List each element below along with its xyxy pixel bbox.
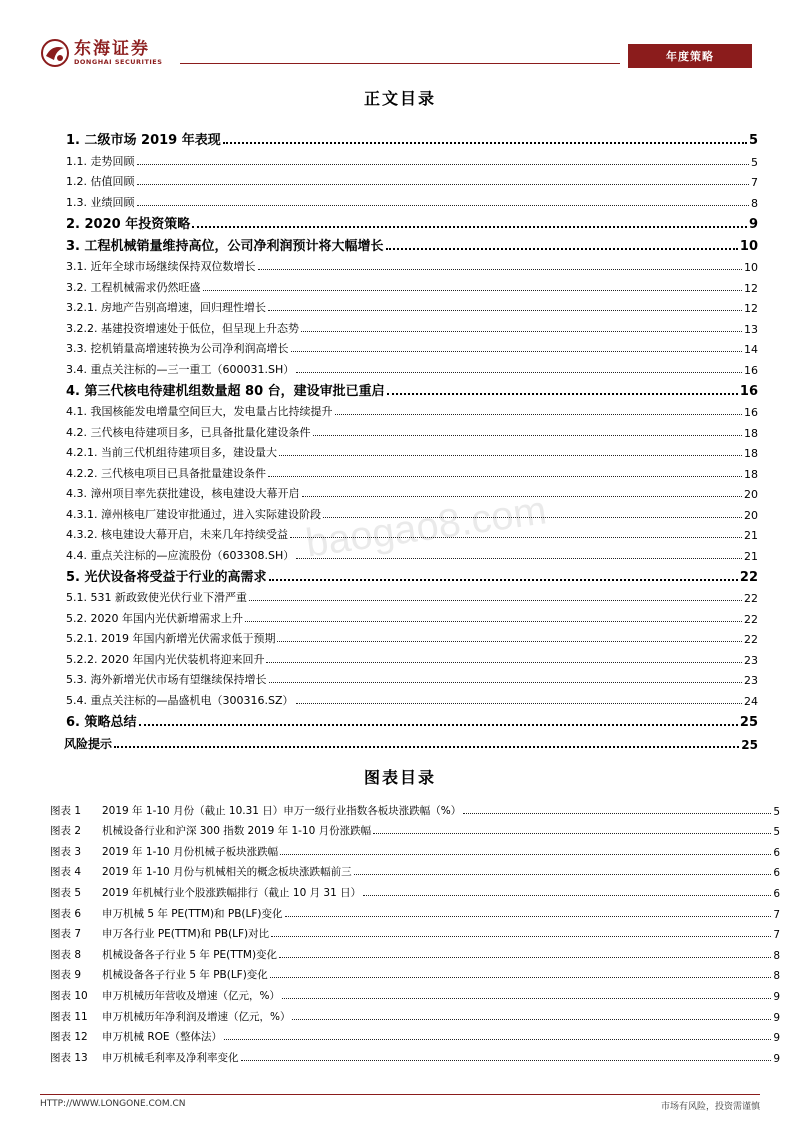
figure-title: 申万机械历年营收及增速（亿元，%）: [102, 989, 280, 1002]
toc-leader-dots: [114, 746, 739, 748]
toc-entry-label: 3. 工程机械销量维持高位，公司净利润预计将大幅增长: [66, 238, 384, 254]
figure-title: 申万机械毛利率及净利率变化: [102, 1051, 239, 1064]
figure-entry[interactable]: [50, 900, 780, 921]
figure-number: 图表 7: [50, 928, 82, 941]
toc-leader-dots: [291, 351, 743, 352]
toc-leader-dots: [313, 435, 743, 436]
figure-page: 6: [773, 846, 780, 859]
toc-leader-dots: [266, 662, 742, 663]
figure-title: 机械设备各子行业 5 年 PB(LF)变化: [102, 969, 268, 982]
toc-leader-dots: [249, 600, 742, 601]
toc-leader-dots: [296, 558, 742, 559]
toc-leader-dots: [269, 579, 738, 581]
toc-entry-label: 3.2. 工程机械需求仍然旺盛: [66, 280, 201, 294]
toc-leader-dots: [290, 537, 742, 538]
toc-entry-page: 21: [744, 549, 758, 563]
toc-entry-page: 16: [739, 383, 758, 399]
toc-leader-dots: [203, 290, 743, 291]
toc-leader-dots: [245, 621, 742, 622]
figure-entry[interactable]: [50, 838, 780, 859]
figure-entry-label: [50, 926, 269, 941]
figure-title: 申万机械 5 年 PE(TTM)和 PB(LF)变化: [102, 907, 283, 920]
toc-entry-label: 5. 光伏设备将受益于行业的高需求: [66, 569, 267, 585]
figure-title: 机械设备各子行业 5 年 PE(TTM)变化: [102, 948, 278, 961]
figure-entry-label: [50, 1029, 222, 1044]
toc-entry-label: 5.2. 2020 年国内光伏新增需求上升: [66, 611, 243, 625]
toc-entry[interactable]: [66, 399, 758, 420]
figure-page: 6: [773, 887, 780, 900]
toc-entry-label: 1.3. 业绩回顾: [66, 195, 135, 209]
toc-entry-label: 5.3. 海外新增光伏市场有望继续保持增长: [66, 673, 267, 686]
figure-page: 5: [773, 826, 780, 839]
donghai-logo-icon: [40, 38, 70, 68]
toc-entry-label: 6. 策略总结: [66, 714, 137, 730]
figure-number: 图表 11: [50, 1010, 88, 1023]
toc-entry-label: 3.2.1. 房地产告别高增速，回归理性增长: [66, 301, 266, 314]
toc-leader-dots: [268, 476, 742, 477]
toc-entry-label: 3.2.2. 基建投资增速处于低位，但呈现上升态势: [66, 321, 299, 335]
figure-number: 图表 4: [50, 866, 82, 879]
toc-entry[interactable]: [66, 210, 758, 232]
figure-leader-dots: [373, 833, 771, 834]
figure-leader-dots: [270, 977, 772, 978]
toc-entry-label: 1. 二级市场 2019 年表现: [66, 133, 221, 148]
toc-leader-dots: [302, 496, 743, 497]
toc-entry[interactable]: [66, 254, 758, 275]
figure-entry-label: [50, 844, 278, 859]
toc-leader-dots: [387, 393, 738, 395]
toc-leader-dots: [137, 164, 750, 165]
figure-number: 图表 9: [50, 969, 82, 982]
toc-entry-label: 4. 第三代核电待建机组数量超 80 台，建设审批已重启: [66, 383, 385, 399]
toc-entry-page: 9: [748, 216, 758, 232]
toc-entry-page: 18: [744, 447, 758, 460]
toc-entry-page: 23: [744, 653, 758, 667]
toc-entry[interactable]: [66, 585, 758, 606]
toc-entry-page: 25: [739, 714, 758, 730]
figure-entry-label: [50, 967, 268, 982]
figure-page: 8: [773, 949, 780, 962]
footer-divider: [40, 1094, 760, 1095]
figure-page: 6: [773, 867, 780, 880]
toc-leader-dots: [279, 455, 742, 456]
toc-entry[interactable]: [66, 563, 758, 585]
figure-number: 图表 2: [50, 825, 82, 838]
toc-entry[interactable]: [66, 667, 758, 688]
figure-leader-dots: [279, 957, 771, 958]
toc-entry-page: 10: [744, 261, 758, 274]
toc-entry[interactable]: [66, 501, 758, 522]
logo-chinese-name: 东海证券: [74, 39, 150, 59]
figure-entry[interactable]: [50, 1003, 780, 1024]
logo-english-name: DONGHAI SECURITIES: [74, 58, 163, 66]
figure-number: 图表 3: [50, 845, 82, 858]
toc-entry-page: 18: [744, 467, 758, 481]
toc-entry-page: 22: [744, 612, 758, 626]
toc-entry[interactable]: [66, 419, 758, 440]
toc-entry-page: 8: [751, 196, 758, 210]
figure-leader-dots: [224, 1039, 771, 1040]
toc-entry[interactable]: [66, 126, 758, 148]
figure-title: 申万机械历年净利润及增速（亿元，%）: [102, 1010, 291, 1023]
toc-entry[interactable]: [66, 626, 758, 647]
figure-number: 图表 13: [50, 1051, 88, 1064]
figure-number: 图表 6: [50, 907, 82, 920]
toc-entry-label: 5.2.1. 2019 年国内新增光伏需求低于预期: [66, 632, 276, 645]
toc-entry-label: 4.2.1. 当前三代机组待建项目多，建设量大: [66, 446, 277, 459]
page-header: [40, 38, 752, 72]
figure-entry[interactable]: [50, 941, 780, 962]
figure-title: 2019 年 1-10 月份与机械相关的概念板块涨跌幅前三: [102, 866, 352, 879]
figure-entry-label: [50, 1050, 239, 1065]
figure-number: 图表 10: [50, 989, 88, 1002]
toc-entry[interactable]: [66, 377, 758, 399]
table-of-contents: [66, 126, 758, 752]
toc-entry-page: 13: [744, 322, 758, 336]
toc-leader-dots: [296, 703, 743, 704]
figure-page: 9: [773, 1052, 780, 1065]
toc-leader-dots: [258, 269, 743, 270]
toc-entry[interactable]: [66, 232, 758, 254]
toc-entry-page: 16: [744, 363, 758, 377]
toc-entry-label: 风险提示: [64, 736, 113, 751]
toc-leader-dots: [335, 414, 743, 415]
footer-disclaimer: 市场有风险，投资需谨慎: [660, 1102, 760, 1112]
figure-entry-label: [50, 803, 461, 818]
toc-leader-dots: [268, 310, 742, 311]
toc-entry-label: 2. 2020 年投资策略: [66, 216, 191, 232]
toc-entry-label: 5.1. 531 新政致使光伏行业下滑严重: [66, 591, 247, 604]
figure-number: 图表 12: [50, 1031, 88, 1044]
toc-entry-page: 14: [744, 343, 758, 356]
toc-leader-dots: [323, 517, 742, 518]
figure-leader-dots: [354, 874, 772, 875]
toc-entry-page: 12: [744, 302, 758, 315]
toc-entry[interactable]: [66, 708, 758, 730]
figure-entry-label: [50, 885, 361, 900]
toc-entry-page: 20: [744, 488, 758, 501]
figure-page: 9: [773, 1032, 780, 1045]
toc-entry-page: 23: [744, 674, 758, 687]
figure-entry-label: [50, 864, 352, 879]
toc-leader-dots: [192, 226, 747, 228]
figure-entry-label: [50, 947, 277, 962]
figure-title: 申万机械 ROE（整体法）: [102, 1031, 223, 1044]
figure-number: 图表 5: [50, 886, 82, 899]
figure-page: 7: [773, 908, 780, 921]
figure-page: 9: [773, 990, 780, 1003]
toc-entry-label: 3.1. 近年全球市场继续保持双位数增长: [66, 260, 256, 273]
toc-entry-page: 16: [744, 406, 758, 419]
figure-leader-dots: [282, 998, 771, 999]
figure-entry-label: [50, 988, 280, 1003]
figure-entry-label: [50, 823, 371, 838]
toc-entry[interactable]: [66, 295, 758, 316]
toc-leader-dots: [137, 205, 750, 206]
figure-leader-dots: [292, 1019, 771, 1020]
toc-entry[interactable]: [66, 522, 758, 543]
toc-entry[interactable]: [66, 356, 758, 377]
toc-entry[interactable]: [66, 148, 758, 169]
figure-leader-dots: [363, 895, 771, 896]
toc-entry[interactable]: [66, 481, 758, 502]
figure-title: 2019 年 1-10 月份（截止 10.31 日）申万一级行业指数各板块涨跌幅（%）: [102, 804, 462, 817]
toc-title: 正文目录: [363, 89, 436, 108]
figure-entry[interactable]: [50, 879, 780, 900]
toc-entry-page: 20: [744, 508, 758, 522]
toc-entry-label: 1.2. 估值回顾: [66, 175, 135, 188]
toc-entry-page: 25: [741, 737, 758, 752]
toc-entry[interactable]: [66, 440, 758, 461]
toc-entry[interactable]: [66, 315, 758, 336]
toc-entry[interactable]: [66, 189, 758, 210]
figure-title: 2019 年机械行业个股涨跌幅排行（截止 10 月 31 日）: [102, 886, 362, 899]
toc-leader-dots: [301, 331, 742, 332]
toc-entry-page: 5: [751, 155, 758, 169]
footer-url[interactable]: HTTP://WWW.LONGONE.COM.CN: [40, 1099, 186, 1109]
toc-entry[interactable]: [66, 336, 758, 357]
toc-entry-page: 22: [744, 592, 758, 605]
figure-leader-dots: [285, 916, 772, 917]
figure-title: 机械设备行业和沪深 300 指数 2019 年 1-10 月份涨跌幅: [102, 825, 372, 838]
figure-leader-dots: [463, 813, 771, 814]
figure-number: 图表 1: [50, 804, 82, 817]
toc-entry-label: 4.2. 三代核电待建项目多，已具备批量化建设条件: [66, 425, 311, 439]
toc-entry-page: 18: [744, 426, 758, 440]
figure-entry[interactable]: [50, 1024, 780, 1045]
figure-page: 8: [773, 970, 780, 983]
figure-entry[interactable]: [50, 797, 780, 818]
figure-title: 2019 年 1-10 月份机械子板块涨跌幅: [102, 845, 279, 858]
toc-leader-dots: [296, 372, 742, 373]
toc-entry[interactable]: [66, 542, 758, 563]
report-type-badge: 年度策略: [628, 44, 752, 68]
toc-entry-label: 3.3. 挖机销量高增速转换为公司净利润高增长: [66, 342, 289, 355]
toc-entry-page: 10: [739, 238, 758, 254]
figure-page: 5: [773, 805, 780, 818]
toc-leader-dots: [139, 724, 738, 726]
toc-entry-label: 3.4. 重点关注标的—三一重工（600031.SH）: [66, 362, 295, 376]
toc-leader-dots: [137, 184, 750, 185]
toc-entry-page: 7: [751, 176, 758, 189]
toc-entry-page: 12: [744, 281, 758, 295]
toc-leader-dots: [269, 682, 743, 683]
donghai-logo: [40, 38, 162, 68]
toc-entry-label: 4.3.1. 漳州核电厂建设审批通过，进入实际建设阶段: [66, 507, 321, 521]
toc-entry-label: 4.3. 漳州项目率先获批建设，核电建设大幕开启: [66, 487, 300, 500]
figure-entry[interactable]: [50, 962, 780, 983]
header-divider: [180, 63, 620, 64]
figure-leader-dots: [241, 1060, 772, 1061]
toc-entry-page: 22: [744, 633, 758, 646]
figure-number: 图表 8: [50, 948, 82, 961]
figure-entry[interactable]: [50, 859, 780, 880]
figure-entry[interactable]: [50, 982, 780, 1003]
toc-entry-label: 5.2.2. 2020 年国内光伏装机将迎来回升: [66, 652, 265, 666]
toc-entry-label: 4.1. 我国核能发电增量空间巨大，发电量占比持续提升: [66, 405, 333, 418]
figure-entry-label: [50, 906, 283, 921]
toc-entry[interactable]: [66, 274, 758, 295]
figure-list-title: 图表目录: [363, 768, 436, 787]
figure-leader-dots: [280, 854, 771, 855]
toc-leader-dots: [386, 248, 738, 250]
figure-list: [50, 797, 780, 1065]
toc-entry-page: 21: [744, 529, 758, 542]
toc-entry-page: 5: [748, 133, 758, 148]
toc-entry-page: 22: [739, 569, 758, 585]
toc-entry[interactable]: [66, 460, 758, 481]
toc-entry-label: 5.4. 重点关注标的—晶盛机电（300316.SZ）: [66, 693, 294, 707]
figure-entry[interactable]: [50, 1044, 780, 1065]
toc-entry-label: 4.3.2. 核电建设大幕开启，未来几年持续受益: [66, 528, 288, 541]
toc-entry[interactable]: [66, 169, 758, 190]
figure-title: 申万各行业 PE(TTM)和 PB(LF)对比: [102, 928, 270, 941]
toc-entry-page: 24: [744, 694, 758, 708]
figure-leader-dots: [271, 936, 771, 937]
toc-entry-label: 4.2.2. 三代核电项目已具备批量建设条件: [66, 466, 266, 480]
figure-page: 9: [773, 1011, 780, 1024]
toc-leader-dots: [223, 142, 747, 144]
toc-entry[interactable]: [66, 687, 758, 708]
toc-entry[interactable]: [66, 646, 758, 667]
figure-page: 7: [773, 929, 780, 942]
toc-entry[interactable]: [66, 605, 758, 626]
toc-leader-dots: [277, 641, 742, 642]
figure-entry-label: [50, 1009, 290, 1024]
watermark: baogao8.com: [303, 488, 550, 566]
figure-entry[interactable]: [50, 921, 780, 942]
figure-entry[interactable]: [50, 818, 780, 839]
toc-entry-label: 1.1. 走势回顾: [66, 154, 135, 168]
toc-entry-label: 4.4. 重点关注标的—应流股份（603308.SH）: [66, 548, 295, 562]
toc-entry[interactable]: [64, 730, 758, 752]
